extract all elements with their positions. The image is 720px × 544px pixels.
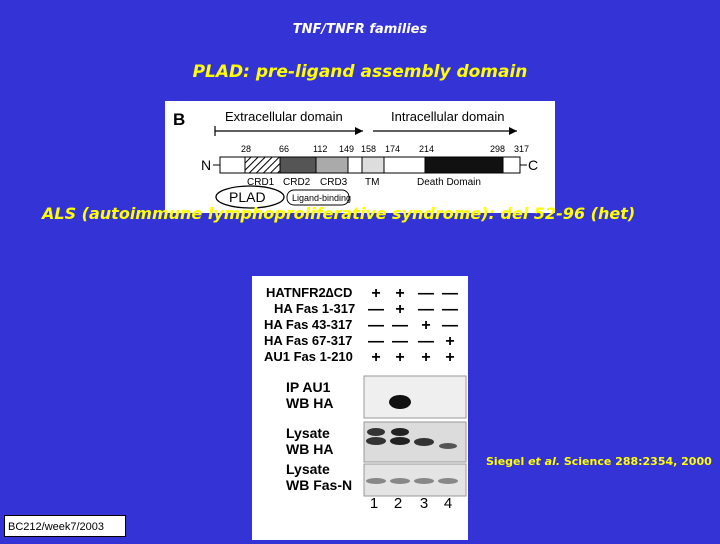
sign-cell: —	[442, 301, 458, 318]
sign-cell: +	[395, 301, 405, 318]
blot-band	[390, 437, 410, 445]
western-blot-svg	[252, 276, 468, 540]
tm-region	[362, 157, 384, 173]
slide-title: TNF/TNFR families	[292, 22, 428, 37]
plad-label: PLAD	[229, 189, 266, 205]
sign-cell: +	[395, 285, 405, 302]
panel-label-ip: WB HA	[286, 395, 334, 411]
c-terminus-label: C	[528, 157, 539, 173]
lane-number: 1	[369, 495, 379, 512]
arrow-head-icon	[509, 127, 517, 135]
lane-number: 3	[419, 495, 429, 512]
intracellular-label: Intracellular domain	[391, 109, 505, 124]
crd2-label: CRD2	[283, 177, 311, 188]
sign-cell: —	[442, 285, 458, 302]
ip-blot-panel	[364, 376, 466, 418]
sign-cell: +	[371, 285, 381, 302]
sign-cell: —	[418, 301, 434, 318]
slide-subtitle: PLAD: pre-ligand assembly domain	[192, 62, 528, 82]
sign-cell: —	[392, 317, 408, 334]
crd2-region	[280, 157, 316, 173]
position-214: 214	[419, 144, 435, 154]
blot-band	[390, 478, 410, 484]
tm-label: TM	[365, 177, 380, 188]
sign-cell: —	[418, 285, 434, 302]
blot-band	[438, 478, 458, 484]
citation-etal: et al.	[528, 455, 561, 468]
sign-cell: —	[442, 317, 458, 334]
construct-label: HATNFR2∆CD	[266, 285, 353, 300]
sign-cell: +	[421, 317, 431, 334]
position-149: 149	[339, 144, 355, 154]
als-note: ALS (autoimmune lymphoproliferative syndrome): del 52-96 (het)	[42, 204, 636, 223]
blot-band	[366, 437, 386, 445]
position-66: 66	[279, 144, 290, 154]
position-317: 317	[514, 144, 530, 154]
construct-label: HA Fas 1-317	[274, 301, 356, 316]
sign-cell: +	[395, 349, 405, 366]
death-domain-region	[425, 157, 503, 173]
blot-band	[439, 443, 457, 449]
position-158: 158	[361, 144, 377, 154]
citation-journal: Science 288:2354, 2000	[560, 455, 712, 468]
blot-band	[391, 428, 409, 436]
ligand-binding-label: Ligand-binding	[292, 193, 352, 203]
sign-cell: —	[368, 317, 384, 334]
sign-cell: +	[445, 333, 455, 350]
sign-cell: +	[371, 349, 381, 366]
footer-label: BC212/week7/2003	[4, 515, 126, 537]
construct-label: HA Fas 67-317	[264, 333, 353, 348]
blot-band	[414, 478, 434, 484]
sign-cell: +	[445, 349, 455, 366]
crd1-label: CRD1	[247, 177, 275, 188]
position-298: 298	[490, 144, 506, 154]
extracellular-label: Extracellular domain	[225, 109, 343, 124]
position-174: 174	[385, 144, 401, 154]
lane-number: 2	[393, 495, 403, 512]
construct-label: HA Fas 43-317	[264, 317, 353, 332]
blot-band	[389, 395, 411, 409]
blot-band	[366, 478, 386, 484]
panel-label: B	[173, 110, 186, 129]
position-28: 28	[241, 144, 252, 154]
blot-band	[414, 438, 434, 446]
n-terminus-label: N	[201, 157, 212, 173]
construct-label: AU1 Fas 1-210	[264, 349, 353, 364]
citation	[486, 455, 712, 468]
citation-author: Siegel	[486, 455, 529, 468]
panel-label-lysate: Lysate	[286, 425, 330, 441]
sign-cell: —	[368, 333, 384, 350]
death-domain-label: Death Domain	[417, 177, 481, 188]
lane-number: 4	[443, 495, 453, 512]
domain-diagram-svg	[165, 101, 555, 213]
crd1-region	[245, 157, 280, 173]
crd3-label: CRD3	[320, 177, 348, 188]
panel-label-lysate: WB HA	[286, 441, 334, 457]
panel-label-lysate-fas: Lysate	[286, 461, 330, 477]
blot-band	[367, 428, 385, 436]
sign-cell: —	[418, 333, 434, 350]
western-blot-figure	[252, 276, 468, 540]
sign-cell: +	[421, 349, 431, 366]
sign-cell: —	[392, 333, 408, 350]
crd3-region	[316, 157, 348, 173]
fas-domain-diagram	[165, 101, 555, 213]
position-112: 112	[313, 144, 328, 154]
panel-label-lysate-fas: WB Fas-N	[286, 477, 353, 493]
arrow-head-icon	[355, 127, 363, 135]
panel-label-ip: IP AU1	[286, 379, 331, 395]
sign-cell: —	[368, 301, 384, 318]
